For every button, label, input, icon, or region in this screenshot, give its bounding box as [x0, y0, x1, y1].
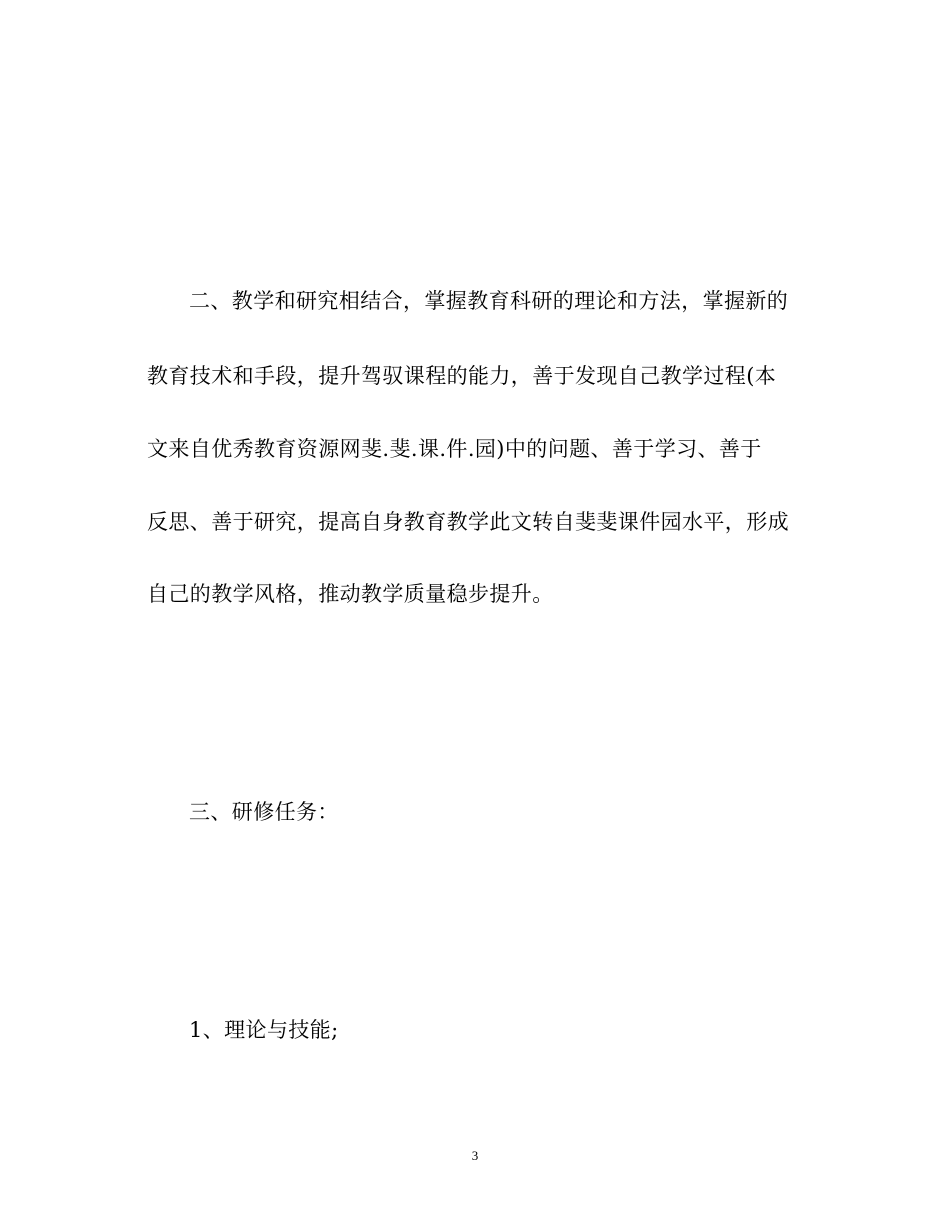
list-item: 1、理论与技能;: [189, 1018, 339, 1042]
page-number: 3: [471, 1148, 479, 1163]
paragraph-line-2: 教育技术和手段，提升驾驭课程的能力，善于发现自己教学过程(本: [147, 364, 777, 388]
paragraph-line-5: 自己的教学风格，推动教学质量稳步提升。: [147, 582, 554, 606]
section-heading: 三、研修任务：: [189, 800, 339, 824]
paragraph-line-4: 反思、善于研究，提高自身教育教学此文转自斐斐课件园水平，形成: [147, 510, 789, 534]
paragraph-line-3: 文来自优秀教育资源网斐.斐.课.件.园)中的问题、善于学习、善于: [147, 437, 762, 461]
paragraph-line-1: 二、教学和研究相结合，掌握教育科研的理论和方法，掌握新的: [189, 289, 789, 313]
